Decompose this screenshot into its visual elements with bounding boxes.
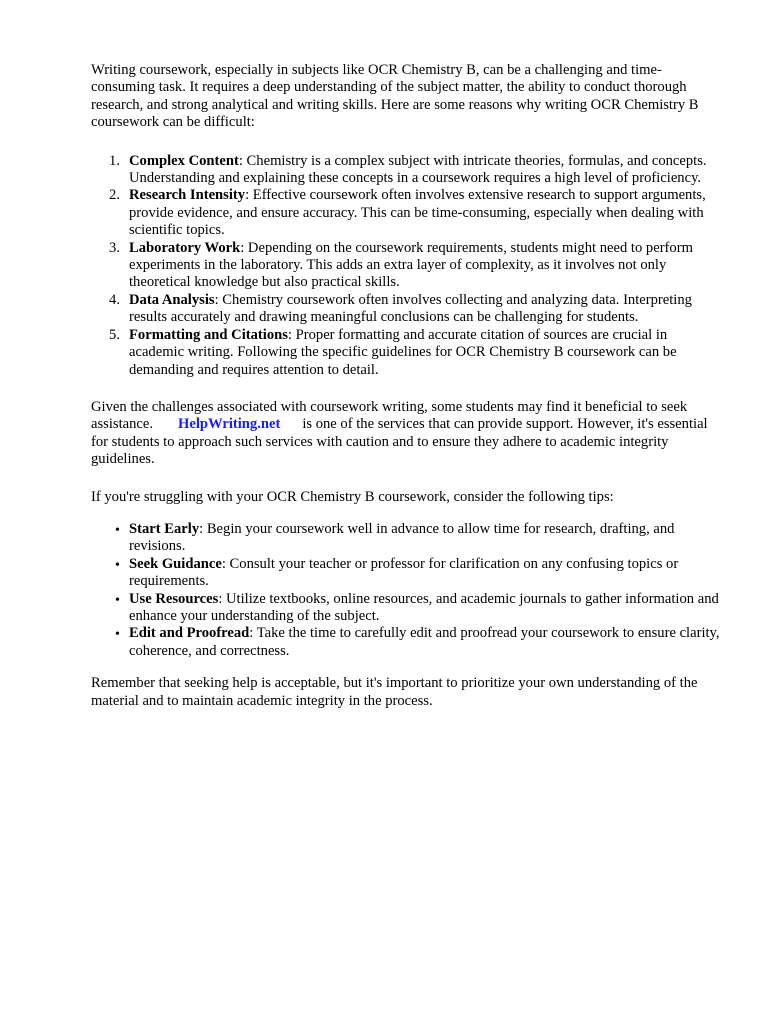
item-text: : Consult your teacher or professor for clarification on any confusing topics or requirements.: [129, 555, 679, 590]
item-title: Use Resources: [129, 590, 219, 607]
item-title: Seek Guidance: [129, 555, 222, 572]
closing-paragraph: Remember that seeking help is acceptable, but it's important to prioritize your own understanding of the material and to maintain academic integrity in the process.: [91, 675, 698, 709]
list-number: 3.: [109, 239, 120, 256]
tips-list: [91, 521, 721, 660]
item-text: : Depending on the coursework requirements, students might need to perform experiments in the laboratory. This adds an extra layer of complexity, as it involves not only theoretical knowledge but also practical skills.: [129, 239, 693, 291]
bullet-icon: •: [115, 557, 120, 573]
document-page: [91, 62, 721, 710]
bullet-icon: •: [115, 592, 120, 608]
help-paragraph: [91, 399, 721, 469]
list-item: [91, 153, 721, 188]
item-text: : Utilize textbooks, online resources, and academic journals to gather information and enhance your understanding of the subject.: [129, 590, 719, 624]
bullet-icon: •: [115, 522, 120, 538]
list-item: [91, 556, 721, 591]
list-item: [91, 292, 721, 327]
list-number: 1.: [109, 152, 120, 169]
list-item: [91, 187, 721, 239]
item-text: : Chemistry coursework often involves collecting and analyzing data. Interpreting results accurately and drawing meaningful conclusions can be challenging for students.: [129, 291, 692, 326]
item-text: : Chemistry is a complex subject with intricate theories, formulas, and concepts. Understanding and explaining these concepts in a coursework requires a high level of proficiency.: [129, 152, 707, 187]
item-title: Formatting and Citations: [129, 326, 288, 343]
intro-paragraph: Writing coursework, especially in subjects like OCR Chemistry B, can be a challenging and time-consuming task. It requires a deep understanding of the subject matter, the ability to conduct thorough research, and strong analytical and writing skills. Here are some reasons why writing OCR Chemistry B coursework can be difficult:: [91, 62, 699, 131]
item-text: : Take the time to carefully edit and proofread your coursework to ensure clarity, coherence, and correctness.: [129, 625, 720, 659]
help-text-before: Given the challenges associated with coursework writing, some students may find it beneficial to seek assistance.: [91, 398, 688, 433]
item-title: Complex Content: [129, 152, 239, 169]
help-text-after: is one of the services that can provide support. However, it's essential for students to approach such services with caution and to ensure they adhere to academic integrity guidelines.: [91, 416, 708, 468]
item-text: : Proper formatting and accurate citation of sources are crucial in academic writing. Following the specific guidelines for OCR Chemistry B coursework can be demanding and requires attention to detail.: [129, 326, 677, 378]
item-title: Data Analysis: [129, 291, 215, 308]
item-title: Research Intensity: [129, 187, 246, 204]
tips-intro-paragraph: If you're struggling with your OCR Chemistry B coursework, consider the following tips:: [91, 488, 614, 505]
list-item: [91, 240, 721, 292]
list-item: [91, 521, 721, 556]
item-title: Laboratory Work: [129, 239, 241, 256]
item-text: : Effective coursework often involves extensive research to support arguments, provide evidence, and ensure accuracy. This can be time-consuming, especially when dealing with scientific topics.: [129, 187, 706, 239]
item-title: Start Early: [129, 520, 200, 537]
list-item: [91, 327, 721, 379]
list-item: [91, 591, 721, 626]
list-number: 2.: [109, 187, 120, 204]
list-item: [91, 625, 721, 660]
bullet-icon: •: [115, 627, 120, 643]
list-number: 5.: [109, 326, 120, 343]
list-number: 4.: [109, 291, 120, 308]
helpwriting-link[interactable]: HelpWriting.net: [178, 416, 281, 433]
item-title: Edit and Proofread: [129, 625, 250, 642]
item-text: : Begin your coursework well in advance to allow time for research, drafting, and revisions.: [129, 520, 675, 555]
reasons-list: [91, 153, 721, 379]
